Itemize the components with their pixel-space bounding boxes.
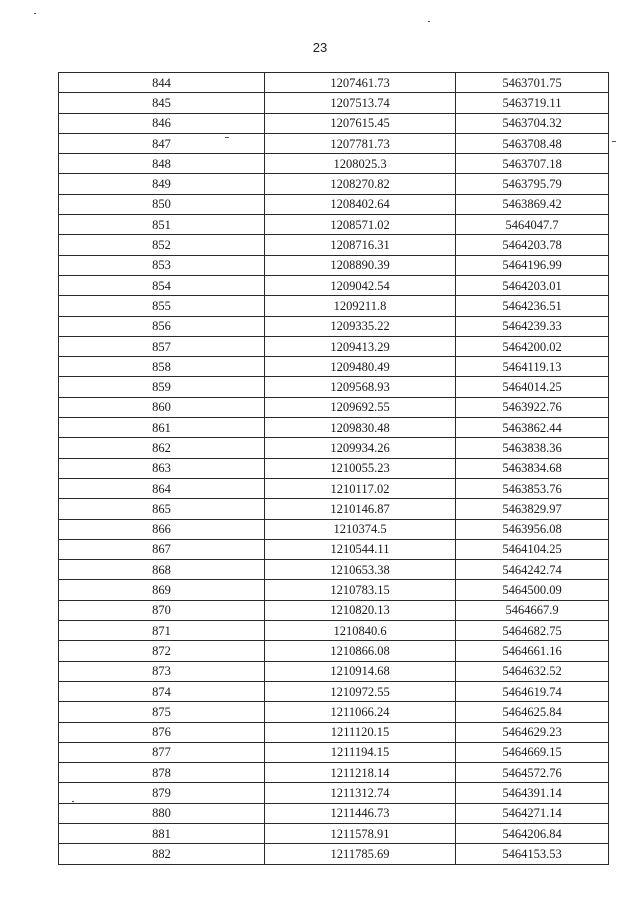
y-coordinate-cell: 5464682.75 <box>456 621 609 641</box>
table-row <box>59 722 609 742</box>
table-row <box>59 499 609 519</box>
table-row <box>59 113 609 133</box>
table-row <box>59 215 609 235</box>
point-number-cell: 871 <box>59 621 265 641</box>
point-number-cell: 867 <box>59 539 265 559</box>
y-coordinate-cell: 5464206.84 <box>456 823 609 843</box>
x-coordinate-cell: 1211312.74 <box>265 783 456 803</box>
point-number-cell: 846 <box>59 113 265 133</box>
table-row <box>59 702 609 722</box>
y-coordinate-cell: 5464500.09 <box>456 580 609 600</box>
x-coordinate-cell: 1209692.55 <box>265 397 456 417</box>
point-number-cell: 863 <box>59 458 265 478</box>
y-coordinate-cell: 5463701.75 <box>456 73 609 93</box>
y-coordinate-cell: 5463834.68 <box>456 458 609 478</box>
y-coordinate-cell: 5464391.14 <box>456 783 609 803</box>
point-number-cell: 878 <box>59 763 265 783</box>
x-coordinate-cell: 1211785.69 <box>265 844 456 864</box>
y-coordinate-cell: 5464632.52 <box>456 661 609 681</box>
y-coordinate-cell: 5464239.33 <box>456 316 609 336</box>
x-coordinate-cell: 1208571.02 <box>265 215 456 235</box>
point-number-cell: 845 <box>59 93 265 113</box>
x-coordinate-cell: 1211066.24 <box>265 702 456 722</box>
point-number-cell: 879 <box>59 783 265 803</box>
y-coordinate-cell: 5463956.08 <box>456 519 609 539</box>
table-row <box>59 397 609 417</box>
point-number-cell: 866 <box>59 519 265 539</box>
y-coordinate-cell: 5463862.44 <box>456 418 609 438</box>
table-row <box>59 235 609 255</box>
point-number-cell: 862 <box>59 438 265 458</box>
x-coordinate-cell: 1207461.73 <box>265 73 456 93</box>
x-coordinate-cell: 1208270.82 <box>265 174 456 194</box>
point-number-cell: 856 <box>59 316 265 336</box>
y-coordinate-cell: 5463869.42 <box>456 194 609 214</box>
table-row <box>59 133 609 153</box>
x-coordinate-cell: 1209934.26 <box>265 438 456 458</box>
table-row <box>59 93 609 113</box>
table-row <box>59 539 609 559</box>
scan-speck <box>225 137 229 138</box>
point-number-cell: 847 <box>59 133 265 153</box>
x-coordinate-cell: 1208890.39 <box>265 255 456 275</box>
x-coordinate-cell: 1210146.87 <box>265 499 456 519</box>
table-row <box>59 783 609 803</box>
y-coordinate-cell: 5464572.76 <box>456 763 609 783</box>
point-number-cell: 844 <box>59 73 265 93</box>
y-coordinate-cell: 5463708.48 <box>456 133 609 153</box>
x-coordinate-cell: 1209042.54 <box>265 275 456 295</box>
x-coordinate-cell: 1209480.49 <box>265 357 456 377</box>
point-number-cell: 875 <box>59 702 265 722</box>
point-number-cell: 857 <box>59 336 265 356</box>
table-row <box>59 357 609 377</box>
point-number-cell: 858 <box>59 357 265 377</box>
x-coordinate-cell: 1210840.6 <box>265 621 456 641</box>
table-row <box>59 621 609 641</box>
table-row <box>59 661 609 681</box>
point-number-cell: 869 <box>59 580 265 600</box>
point-number-cell: 859 <box>59 377 265 397</box>
y-coordinate-cell: 5464119.13 <box>456 357 609 377</box>
point-number-cell: 849 <box>59 174 265 194</box>
x-coordinate-cell: 1210972.55 <box>265 681 456 701</box>
point-number-cell: 855 <box>59 296 265 316</box>
table-row <box>59 844 609 864</box>
x-coordinate-cell: 1210544.11 <box>265 539 456 559</box>
y-coordinate-cell: 5464661.16 <box>456 641 609 661</box>
point-number-cell: 848 <box>59 154 265 174</box>
table-row <box>59 742 609 762</box>
table-row <box>59 458 609 478</box>
y-coordinate-cell: 5463704.32 <box>456 113 609 133</box>
y-coordinate-cell: 5464047.7 <box>456 215 609 235</box>
x-coordinate-cell: 1209413.29 <box>265 336 456 356</box>
point-number-cell: 877 <box>59 742 265 762</box>
x-coordinate-cell: 1208402.64 <box>265 194 456 214</box>
y-coordinate-cell: 5463922.76 <box>456 397 609 417</box>
y-coordinate-cell: 5464104.25 <box>456 539 609 559</box>
coordinates-table <box>58 72 609 865</box>
y-coordinate-cell: 5464153.53 <box>456 844 609 864</box>
y-coordinate-cell: 5463795.79 <box>456 174 609 194</box>
y-coordinate-cell: 5464196.99 <box>456 255 609 275</box>
x-coordinate-cell: 1208716.31 <box>265 235 456 255</box>
y-coordinate-cell: 5464203.01 <box>456 275 609 295</box>
point-number-cell: 870 <box>59 600 265 620</box>
x-coordinate-cell: 1210914.68 <box>265 661 456 681</box>
x-coordinate-cell: 1211218.14 <box>265 763 456 783</box>
point-number-cell: 861 <box>59 418 265 438</box>
x-coordinate-cell: 1210117.02 <box>265 478 456 498</box>
y-coordinate-cell: 5464629.23 <box>456 722 609 742</box>
table-row <box>59 438 609 458</box>
scan-speck <box>72 801 74 802</box>
x-coordinate-cell: 1210653.38 <box>265 560 456 580</box>
table-row <box>59 377 609 397</box>
table-row <box>59 823 609 843</box>
table-row <box>59 174 609 194</box>
table-row <box>59 154 609 174</box>
point-number-cell: 853 <box>59 255 265 275</box>
table-row <box>59 255 609 275</box>
point-number-cell: 880 <box>59 803 265 823</box>
point-number-cell: 852 <box>59 235 265 255</box>
y-coordinate-cell: 5464619.74 <box>456 681 609 701</box>
point-number-cell: 868 <box>59 560 265 580</box>
y-coordinate-cell: 5463853.76 <box>456 478 609 498</box>
scan-speck <box>34 13 36 14</box>
table-row <box>59 478 609 498</box>
y-coordinate-cell: 5463719.11 <box>456 93 609 113</box>
x-coordinate-cell: 1210374.5 <box>265 519 456 539</box>
x-coordinate-cell: 1210866.08 <box>265 641 456 661</box>
table-row <box>59 803 609 823</box>
point-number-cell: 874 <box>59 681 265 701</box>
point-number-cell: 873 <box>59 661 265 681</box>
y-coordinate-cell: 5464203.78 <box>456 235 609 255</box>
y-coordinate-cell: 5463838.36 <box>456 438 609 458</box>
point-number-cell: 851 <box>59 215 265 235</box>
x-coordinate-cell: 1209335.22 <box>265 316 456 336</box>
x-coordinate-cell: 1209830.48 <box>265 418 456 438</box>
table-row <box>59 763 609 783</box>
x-coordinate-cell: 1211120.15 <box>265 722 456 742</box>
table-row <box>59 73 609 93</box>
x-coordinate-cell: 1210820.13 <box>265 600 456 620</box>
point-number-cell: 860 <box>59 397 265 417</box>
table-row <box>59 296 609 316</box>
table-row <box>59 519 609 539</box>
y-coordinate-cell: 5464271.14 <box>456 803 609 823</box>
scan-speck <box>612 141 616 142</box>
y-coordinate-cell: 5463707.18 <box>456 154 609 174</box>
y-coordinate-cell: 5464236.51 <box>456 296 609 316</box>
point-number-cell: 854 <box>59 275 265 295</box>
y-coordinate-cell: 5464667.9 <box>456 600 609 620</box>
coordinates-table-body <box>59 73 609 865</box>
x-coordinate-cell: 1211578.91 <box>265 823 456 843</box>
table-row <box>59 560 609 580</box>
point-number-cell: 864 <box>59 478 265 498</box>
x-coordinate-cell: 1207615.45 <box>265 113 456 133</box>
y-coordinate-cell: 5464014.25 <box>456 377 609 397</box>
point-number-cell: 850 <box>59 194 265 214</box>
point-number-cell: 881 <box>59 823 265 843</box>
x-coordinate-cell: 1207513.74 <box>265 93 456 113</box>
table-row <box>59 641 609 661</box>
x-coordinate-cell: 1209211.8 <box>265 296 456 316</box>
table-row <box>59 681 609 701</box>
point-number-cell: 882 <box>59 844 265 864</box>
x-coordinate-cell: 1210783.15 <box>265 580 456 600</box>
point-number-cell: 865 <box>59 499 265 519</box>
y-coordinate-cell: 5464200.02 <box>456 336 609 356</box>
scan-speck <box>428 21 430 22</box>
table-row <box>59 600 609 620</box>
x-coordinate-cell: 1209568.93 <box>265 377 456 397</box>
x-coordinate-cell: 1211446.73 <box>265 803 456 823</box>
table-row <box>59 418 609 438</box>
y-coordinate-cell: 5464625.84 <box>456 702 609 722</box>
y-coordinate-cell: 5464242.74 <box>456 560 609 580</box>
x-coordinate-cell: 1207781.73 <box>265 133 456 153</box>
x-coordinate-cell: 1211194.15 <box>265 742 456 762</box>
page-number: 23 <box>312 40 328 55</box>
table-row <box>59 275 609 295</box>
point-number-cell: 872 <box>59 641 265 661</box>
x-coordinate-cell: 1210055.23 <box>265 458 456 478</box>
point-number-cell: 876 <box>59 722 265 742</box>
table-row <box>59 336 609 356</box>
table-row <box>59 580 609 600</box>
table-row <box>59 194 609 214</box>
y-coordinate-cell: 5464669.15 <box>456 742 609 762</box>
table-row <box>59 316 609 336</box>
y-coordinate-cell: 5463829.97 <box>456 499 609 519</box>
x-coordinate-cell: 1208025.3 <box>265 154 456 174</box>
